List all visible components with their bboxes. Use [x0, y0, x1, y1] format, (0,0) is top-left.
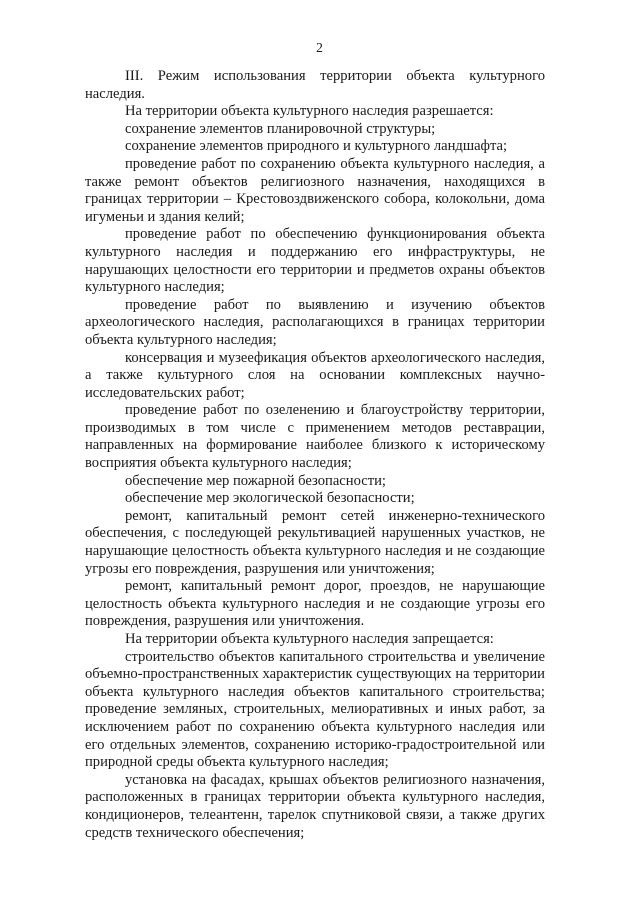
- paragraph: установка на фасадах, крышах объектов религиозного назначения, расположенных в границах территории объекта культурного наследия, кондиционеров, телеантенн, тарелок спутниковой связи, а также других средств технического обеспечения;: [85, 771, 545, 841]
- paragraph: обеспечение мер экологической безопасности;: [125, 490, 415, 507]
- paragraph: строительство объектов капитального строительства и увеличение объемно-пространственных характеристик существующих на территории объекта культурного наследия объектов капитального строительства; проведение земляных, строительных, мелиоративных и иных работ, за исключением работ по сохранению объекта культурного наследия или его отдельных элементов, сохранению историко-градостроительной или природной среды объекта культурного наследия;: [85, 648, 545, 771]
- paragraph: ремонт, капитальный ремонт дорог, проездов, не нарушающие целостность объекта культурного наследия и не создающие угрозы его повреждения, разрушения или уничтожения.: [85, 578, 545, 630]
- paragraph: проведение работ по сохранению объекта культурного наследия, а также ремонт объектов религиозного назначения, находящихся в границах территории – Крестовоздвиженского собора, колокольни, дома игуменьи и здания келий;: [85, 155, 545, 225]
- paragraph: проведение работ по выявлению и изучению объектов археологического наследия, располагающихся в границах территории объекта культурного наследия;: [85, 296, 545, 348]
- paragraph: ремонт, капитальный ремонт сетей инженерно-технического обеспечения, с последующей рекультивацией нарушенных участков, не нарушающие целостность объекта культурного наследия и не создающие угрозы его повреждения, разрушения или уничтожения;: [85, 507, 545, 577]
- paragraph: На территории объекта культурного наследия запрещается:: [125, 631, 494, 647]
- paragraph: обеспечение мер пожарной безопасности;: [125, 472, 386, 489]
- page-number: 2: [316, 40, 323, 55]
- paragraph: сохранение элементов природного и культурного ландшафта;: [125, 138, 508, 155]
- paragraph: проведение работ по озеленению и благоустройству территории, производимых в том числе с применением методов реставрации, направленных на формирование наиболее близкого к историческому восприятия объекта культурного наследия;: [85, 402, 545, 472]
- document-body: [85, 68, 545, 842]
- paragraph: На территории объекта культурного наследия разрешается:: [125, 103, 494, 120]
- section-heading: III. Режим использования территории объекта культурного наследия.: [85, 68, 545, 102]
- paragraph: сохранение элементов планировочной структуры;: [125, 120, 436, 137]
- paragraph: проведение работ по обеспечению функционирования объекта культурного наследия и поддержанию его инфраструктуры, не нарушающих целостности его территории и предметов охраны объектов культурного наследия;: [85, 226, 545, 296]
- paragraph: консервация и музеефикация объектов археологического наследия, а также культурного слоя на основании комплексных научно-исследовательских работ;: [85, 349, 545, 401]
